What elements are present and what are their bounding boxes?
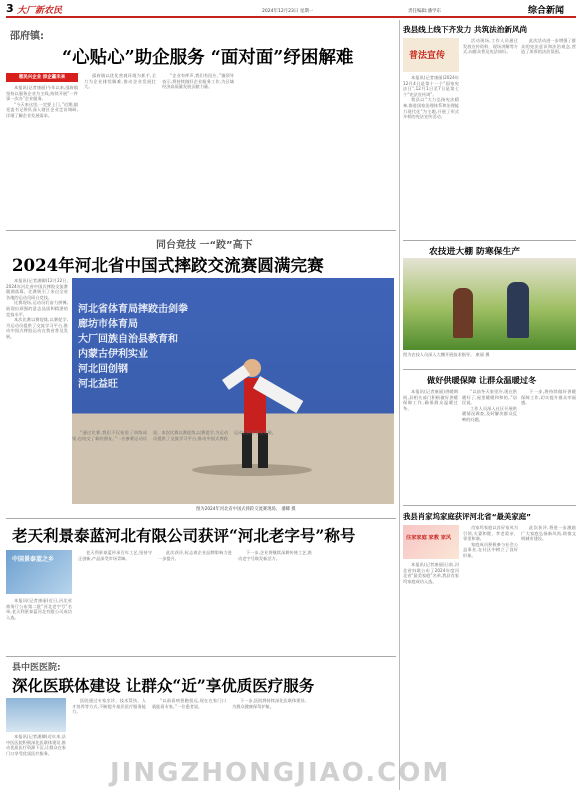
- photo-label: 中国景泰蓝之乡: [12, 556, 55, 563]
- article-tag: 惠民兴企业 添企赢未来: [6, 73, 78, 82]
- article-laotianli: [6, 520, 396, 655]
- paragraph: 此次活动进一步增强了群众的宪法意识和法治观念,营造了浓厚的法治氛围。: [521, 38, 576, 55]
- article-body-col5: [318, 73, 394, 223]
- article-legal-publicity: [403, 20, 576, 238]
- paragraph: 此次获评,将进一步激励广大家庭弘扬新风尚,助推文明城市建设。: [521, 525, 576, 542]
- legal-photo: [403, 38, 459, 72]
- article-body-col2: [463, 525, 518, 787]
- divider: [403, 240, 576, 241]
- watermark: JINGZHONGJIAO.COM: [110, 758, 451, 788]
- paragraph: 老天利景泰蓝传承百年工艺,坚持守正创新,产品深受市场青睐。: [78, 550, 152, 561]
- article-body-col2: [84, 73, 156, 223]
- person-figure: [507, 282, 529, 338]
- paragraph: 本次比赛以赛促练,以赛促学,为运动员提供了交流学习平台,推动中国式摔跤运动在我省普及发展。: [6, 317, 68, 339]
- article-body-col2: [78, 550, 152, 654]
- greenhouse-photo: [403, 258, 576, 350]
- article-best-family: [403, 507, 576, 792]
- paragraph: 肖家坞家庭以良好家风为引领,夫妻和睦、孝老爱亲、邻里和谐。: [463, 525, 518, 542]
- page-editor: 责任编辑:潘学东: [408, 9, 442, 14]
- page-header: [0, 0, 582, 18]
- photo-label: 普法宣传: [409, 51, 446, 61]
- article-title: 做好供暖保障 让群众温暖过冬: [427, 375, 537, 385]
- article-heating: [403, 371, 576, 503]
- paragraph: 家庭成员积极参与社会公益事业,在社区中树立了良好形象。: [463, 541, 518, 558]
- section-name: 大厂新农民: [17, 6, 63, 16]
- article-title: “心贴心”助企服务 “面对面”纾困解难: [62, 48, 354, 68]
- paragraph: 下一步,将持续做好供暖保障工作,切实提升群众幸福感。: [521, 389, 576, 406]
- page-date: 2024年12月23日 星期一: [262, 9, 314, 14]
- paragraph: 邵府镇以优化营商环境为抓手,全力为企业排忧解难,推动企业发展壮大。: [84, 73, 156, 90]
- paragraph: 本报讯(记者潘卿)12月22日,2024年河北省中国式摔跤交流赛圆满落幕。比赛吸引了来自全省各地的运动员同台竞技。: [6, 278, 68, 300]
- paragraph: “以前冬天家里冷,现在供暖好了,屋里暖暖和和的。”居民说。: [462, 389, 517, 406]
- article-kicker: 县中医医院:: [12, 663, 61, 673]
- paragraph: “以前看病要跑很远,现在在家门口就能看专家。”一位患者说。: [152, 698, 226, 709]
- paragraph: 此次获评,标志着企业品牌影响力进一步提升。: [158, 550, 232, 561]
- paragraph: 比赛现场,运动员们奋力拼搏,展现出顽强的意志品质和精湛的竞技水平。: [6, 300, 68, 317]
- paragraph: “通过比赛,我们不仅检验了训练成果,也结交了新的朋友。”一名参赛运动员说。本次比赛以赛促练,以赛促学,为运动员提供了交流学习平台,推动中国式摔跤运动在我省普及发展。: [72, 430, 276, 441]
- article-body-col3: [162, 73, 234, 223]
- article-body-col1: [6, 85, 78, 225]
- photo-caption: 图为农技人员深入大棚开展技术指导。 康丽 摄: [403, 352, 490, 357]
- article-body-col1: [6, 734, 66, 792]
- paragraph: 本报讯(记者康丽)供暖期间,县相关部门积极做好供暖保障工作,确保群众温暖过冬。: [403, 389, 458, 411]
- article-kicker: 邵府镇:: [10, 31, 44, 42]
- paragraph: 本报讯(记者康丽)今年以来,邵府镇坚持以服务企业为主线,持续开展“一件事一次办”企业服务。: [6, 85, 78, 102]
- divider: [403, 505, 576, 506]
- wrestling-body-bottom: [72, 430, 390, 510]
- hospital-photo: [6, 698, 66, 732]
- cloisonne-photo: [6, 550, 72, 594]
- article-title: 我县线上线下齐发力 共筑法治新风尚: [403, 25, 528, 34]
- banner-text: 河北省体育局摔跤击剑拳 廊坊市体育局 大厂回族自治县教育和 内蒙古伊利实业 河北回创钢 河北益旺: [78, 304, 188, 390]
- divider: [6, 518, 396, 519]
- article-body-col4: [238, 550, 312, 654]
- paragraph: 医院通过专家坐诊、技术帮扶、人才培养等方式,不断提升基层医疗服务能力。: [72, 698, 146, 715]
- article-kicker: 同台竞技 一“跤”高下: [156, 240, 253, 251]
- paragraph: 活动现场,工作人员通过发放宣传资料、现场讲解等方式,向群众普及宪法知识。: [463, 38, 518, 55]
- page-number: 3: [6, 2, 14, 15]
- paragraph: 本报讯(记者康丽)2024年12月4日是第十一个“国家宪法日”,12月1日至7日是第七个“宪法宣传周”。: [403, 75, 459, 97]
- family-photo: [403, 525, 459, 559]
- paragraph: 我县以“大力弘扬宪法精神,推进国家治理体系和治理能力现代化”为主题,开展了形式多样的宪法宣传活动。: [403, 97, 459, 120]
- article-title: 老天利景泰蓝河北有限公司获评“河北老字号”称号: [12, 526, 356, 545]
- article-body-col2: [462, 389, 517, 501]
- article-body-col1: [6, 598, 72, 653]
- article-body-col3: [521, 389, 576, 501]
- divider: [403, 369, 576, 370]
- article-title: 深化医联体建设 让群众“近”享优质医疗服务: [12, 676, 315, 695]
- article-body-col1: [403, 75, 459, 235]
- photo-label: 注家家庭 家教 家风: [406, 535, 452, 541]
- article-body-col1: [6, 278, 68, 510]
- header-rule: [6, 16, 576, 18]
- paragraph: 本报讯(记者潘卿)近年来,县中医医院积极深化医联体建设,推动优质医疗资源下沉,让群众在家门口享受优质医疗服务。: [6, 734, 66, 756]
- divider: [6, 230, 396, 231]
- article-body-col4: [240, 73, 312, 223]
- paragraph: 本报讯(记者康丽)日前,河北省妇联公布了2024年度河北省“最美家庭”名单,我县肖家坞家庭成功入选。: [403, 562, 459, 584]
- person-figure: [453, 288, 473, 338]
- article-body-col2: [463, 38, 518, 234]
- article-title: 2024年河北省中国式摔跤交流赛圆满完赛: [12, 255, 324, 275]
- article-body-col3: [158, 550, 232, 654]
- article-title: 农技进大棚 防寒保生产: [429, 247, 521, 257]
- article-body-col1: [403, 389, 458, 501]
- section-right: 综合新闻: [528, 6, 565, 16]
- article-body-col3: [521, 38, 576, 234]
- paragraph: 工作人员深入社区开展供暖情况调查,及时解决群众反映的问题。: [462, 405, 517, 422]
- article-greenhouse: [403, 242, 576, 367]
- paragraph: “今天来这里,一定要上门。”近期,镇党委书记带队深入辖区企业走访调研,详细了解企业发展需求。: [6, 101, 78, 118]
- paragraph: 下一步,医院将持续深化医联体建设,为群众健康保驾护航。: [232, 698, 306, 709]
- article-body-col3: [521, 525, 576, 787]
- article-title: 我县肖家坞家庭获评河北省“最美家庭”: [403, 512, 531, 521]
- paragraph: “企业有呼声,我们有回应。”镇领导表示,将持续做好企业服务工作,为区域经济高质量发展贡献力量。: [162, 73, 234, 90]
- photo-caption: 图为2024年河北省中国式摔跤交流赛现场。 潘卿 摄: [196, 507, 296, 512]
- article-body-col1: [403, 562, 459, 788]
- paragraph: 下一步,企业将继续深耕传统工艺,推动老字号焕发新活力。: [238, 550, 312, 561]
- article-body-col5: [318, 550, 394, 654]
- paragraph: 本报讯(记者康丽)近日,河北省商务厅公布第二批“河北老字号”名单,老天利景泰蓝河北有限公司成功入选。: [6, 598, 72, 620]
- article-shaofu: [6, 20, 396, 225]
- divider: [6, 656, 396, 657]
- column-divider: [399, 20, 400, 790]
